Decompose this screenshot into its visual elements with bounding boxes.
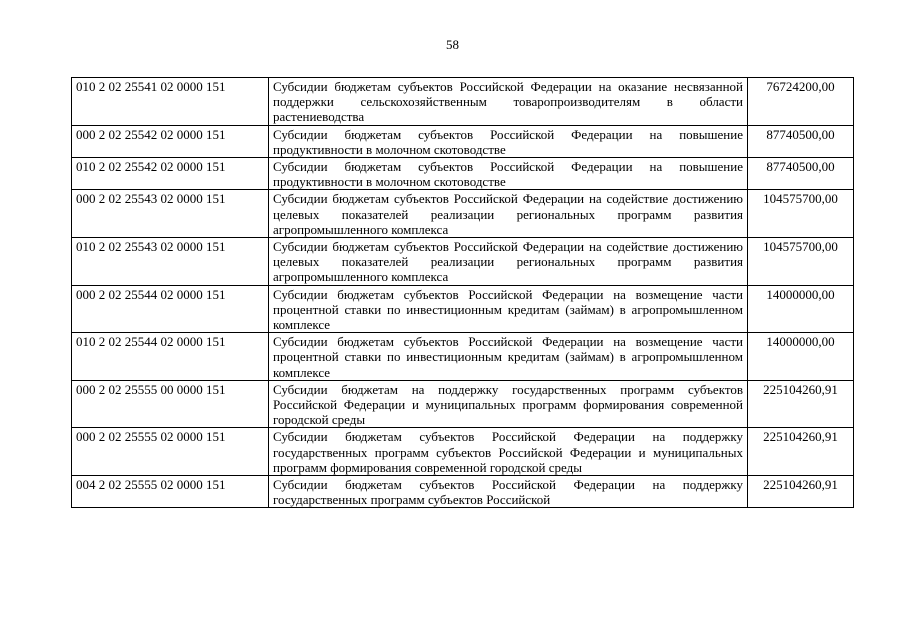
revenue-description: Субсидии бюджетам субъектов Российской Федерации на повышение продуктивности в молочном скотоводстве	[269, 125, 748, 157]
revenue-description: Субсидии бюджетам субъектов Российской Федерации на содействие достижению целевых показателей реализации региональных программ развития агропромышленного комплекса	[269, 190, 748, 238]
amount-value: 225104260,91	[748, 380, 854, 428]
amount-value: 104575700,00	[748, 238, 854, 286]
table-row	[72, 238, 854, 286]
table-row	[72, 125, 854, 157]
table-row	[72, 158, 854, 190]
amount-value: 225104260,91	[748, 476, 854, 508]
table-row	[72, 78, 854, 126]
budget-revenue-table	[71, 77, 854, 508]
classification-code: 000 2 02 25543 02 0000 151	[72, 190, 269, 238]
table-row	[72, 380, 854, 428]
revenue-description: Субсидии бюджетам субъектов Российской Федерации на поддержку государственных программ субъектов Российской	[269, 476, 748, 508]
amount-value: 87740500,00	[748, 158, 854, 190]
revenue-description: Субсидии бюджетам субъектов Российской Федерации на содействие достижению целевых показателей реализации региональных программ развития агропромышленного комплекса	[269, 238, 748, 286]
classification-code: 004 2 02 25555 02 0000 151	[72, 476, 269, 508]
revenue-description: Субсидии бюджетам субъектов Российской Федерации на возмещение части процентной ставки по инвестиционным кредитам (займам) в агропромышленном комплексе	[269, 333, 748, 381]
classification-code: 000 2 02 25555 00 0000 151	[72, 380, 269, 428]
table-row	[72, 190, 854, 238]
amount-value: 104575700,00	[748, 190, 854, 238]
amount-value: 14000000,00	[748, 285, 854, 333]
classification-code: 010 2 02 25544 02 0000 151	[72, 333, 269, 381]
table-row	[72, 285, 854, 333]
classification-code: 000 2 02 25555 02 0000 151	[72, 428, 269, 476]
revenue-description: Субсидии бюджетам субъектов Российской Федерации на поддержку государственных программ субъектов Российской Федерации и муниципальных программ формирования современной городской среды	[269, 428, 748, 476]
classification-code: 010 2 02 25543 02 0000 151	[72, 238, 269, 286]
revenue-description: Субсидии бюджетам на поддержку государственных программ субъектов Российской Федерации и муниципальных программ формирования современной городской среды	[269, 380, 748, 428]
revenue-description: Субсидии бюджетам субъектов Российской Федерации на повышение продуктивности в молочном скотоводстве	[269, 158, 748, 190]
amount-value: 76724200,00	[748, 78, 854, 126]
amount-value: 225104260,91	[748, 428, 854, 476]
classification-code: 000 2 02 25542 02 0000 151	[72, 125, 269, 157]
classification-code: 010 2 02 25542 02 0000 151	[72, 158, 269, 190]
revenue-description: Субсидии бюджетам субъектов Российской Федерации на оказание несвязанной поддержки сельскохозяйственным товаропроизводителям в области растениеводства	[269, 78, 748, 126]
classification-code: 010 2 02 25541 02 0000 151	[72, 78, 269, 126]
amount-value: 87740500,00	[748, 125, 854, 157]
table-row	[72, 428, 854, 476]
table-row	[72, 333, 854, 381]
revenue-description: Субсидии бюджетам субъектов Российской Федерации на возмещение части процентной ставки по инвестиционным кредитам (займам) в агропромышленном комплексе	[269, 285, 748, 333]
amount-value: 14000000,00	[748, 333, 854, 381]
page-number: 58	[446, 37, 459, 52]
classification-code: 000 2 02 25544 02 0000 151	[72, 285, 269, 333]
table-row	[72, 476, 854, 508]
